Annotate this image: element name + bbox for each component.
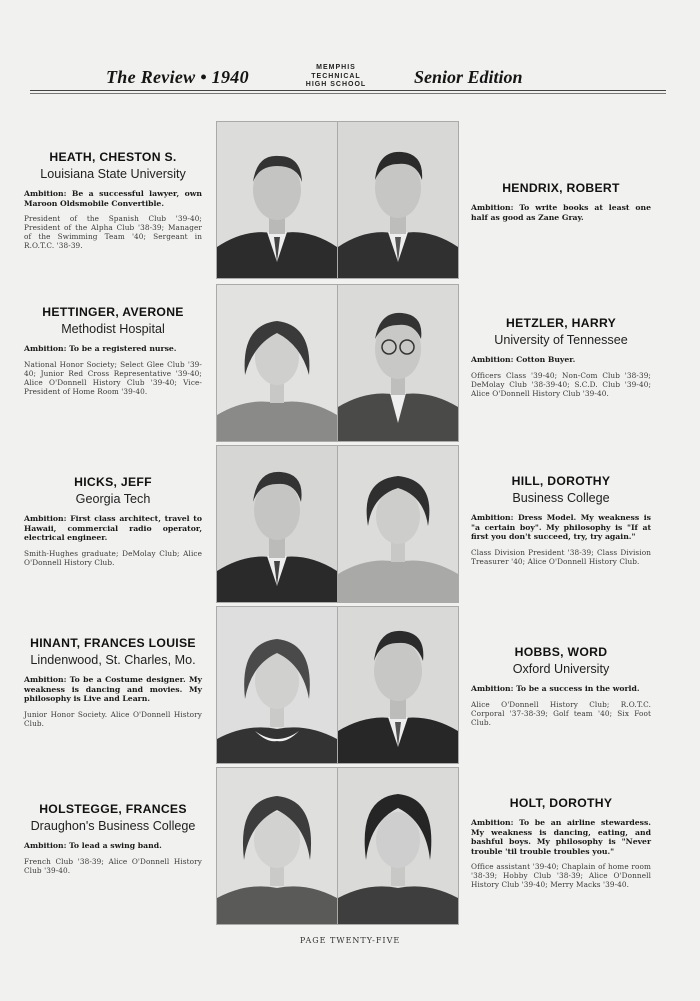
student-school: University of Tennessee <box>494 333 628 347</box>
student-activities: Junior Honor Society. Alice O'Donnell History Club. <box>24 709 202 728</box>
student-ambition: Ambition: To be a Costume designer. My weakness is dancing and movies. My philosophy is Live and Learn. <box>24 675 202 704</box>
portrait-photo-hettinger <box>216 284 338 442</box>
student-activities: Smith-Hughes graduate; DeMolay Club; Alice O'Donnell History Club. <box>24 548 202 567</box>
page-number: PAGE TWENTY-FIVE <box>299 936 401 945</box>
student-school: Georgia Tech <box>75 492 151 506</box>
portrait-photo-heath <box>216 121 338 279</box>
student-entry-heath <box>24 150 202 250</box>
student-name: HOBBS, WORD <box>514 645 608 659</box>
student-ambition: Ambition: To write books at least one half as good as Zane Gray. <box>471 203 651 222</box>
student-activities: President of the Spanish Club '39-40; President of the Alpha Club '38-39; Manager of the Swimming Team '40; Sergeant in R.O.T.C. '38-39. <box>24 214 202 251</box>
student-entry-holt <box>471 796 651 889</box>
student-entry-hetzler <box>471 316 651 398</box>
school-line-3: HIGH SCHOOL <box>305 81 367 88</box>
portrait-photo-hetzler <box>337 284 459 442</box>
student-school: Business College <box>512 491 610 505</box>
student-activities: Class Division President '38-39; Class Division Treasurer '40; Alice O'Donnell History Club. <box>471 547 651 566</box>
student-ambition: Ambition: Be a successful lawyer, own Maroon Oldsmobile Convertible. <box>24 189 202 208</box>
student-school: Methodist Hospital <box>61 322 165 336</box>
student-ambition: Ambition: Dress Model. My weakness is "a certain boy". My philosophy is "If at first you don't succeed, try, try again." <box>471 513 651 542</box>
edition-title: Senior Edition <box>414 67 523 87</box>
student-name: HETTINGER, AVERONE <box>42 305 184 319</box>
student-school: Lindenwood, St. Charles, Mo. <box>30 653 196 667</box>
student-school: Oxford University <box>512 662 610 676</box>
student-activities: French Club '38-39; Alice O'Donnell History Club '39-40. <box>24 856 202 875</box>
student-activities: Office assistant '39-40; Chaplain of home room '38-39; Hobby Club '38-39; Alice O'Donnell History Club '39-40; Merry Macks '39-40. <box>471 862 651 890</box>
portrait-photo-hinant <box>216 606 338 764</box>
student-entry-hettinger <box>24 305 202 396</box>
student-ambition: Ambition: To be a registered nurse. <box>24 344 177 353</box>
student-ambition: Ambition: First class architect, travel to Hawaii, commercial radio operator, electrical engineer. <box>24 514 202 543</box>
student-ambition: Ambition: To lead a swing band. <box>24 841 162 850</box>
student-name: HOLT, DOROTHY <box>509 796 613 810</box>
header-rule <box>30 90 666 91</box>
student-entry-hill <box>471 474 651 566</box>
header-rule-thin <box>30 93 666 94</box>
student-activities: Officers Class '39-40; Non-Com Club '38-39; DeMolay Club '38-39-40; S.C.D. Club '39-40; Alice O'Donnell History Club '39-40. <box>471 370 651 398</box>
student-name: HEATH, CHESTON S. <box>49 150 177 164</box>
student-name: HOLSTEGGE, FRANCES <box>39 802 187 816</box>
student-school: Draughon's Business College <box>30 819 196 833</box>
student-school: Louisiana State University <box>40 167 186 181</box>
portrait-photo-hobbs <box>337 606 459 764</box>
portrait-photo-hendrix <box>337 121 459 279</box>
portrait-photo-holstegge <box>216 767 338 925</box>
school-line-1: MEMPHIS <box>316 64 356 71</box>
student-activities: Alice O'Donnell History Club; R.O.T.C. Corporal '37-38-39; Golf team '40; Six Foot Club. <box>471 699 651 727</box>
portrait-photo-hicks <box>216 445 338 603</box>
student-ambition: Ambition: Cotton Buyer. <box>471 355 576 364</box>
student-name: HILL, DOROTHY <box>511 474 611 488</box>
student-entry-holstegge <box>24 802 202 875</box>
student-name: HENDRIX, ROBERT <box>502 181 620 195</box>
portrait-photo-holt <box>337 767 459 925</box>
student-activities: National Honor Society; Select Glee Club '39-40; Junior Red Cross Representative '39-40; Alice O'Donnell History Club '39-40; Vice-President of Home Room '39-40. <box>24 359 202 396</box>
student-name: HINANT, FRANCES LOUISE <box>30 636 196 650</box>
publication-title: The Review • 1940 <box>106 67 249 87</box>
student-ambition: Ambition: To be a success in the world. <box>471 684 640 693</box>
student-ambition: Ambition: To be an airline stewardess. My weakness is dancing, eating, and bashful boys. My philosophy is "Never trouble 'til trouble troubles you." <box>471 818 651 856</box>
student-entry-hinant <box>24 636 202 728</box>
portrait-photo-hill <box>337 445 459 603</box>
school-name <box>300 64 372 90</box>
student-entry-hicks <box>24 475 202 567</box>
student-entry-hobbs <box>471 645 651 727</box>
student-entry-hendrix <box>471 181 651 222</box>
school-line-2: TECHNICAL <box>311 72 361 80</box>
student-name: HICKS, JEFF <box>74 475 152 489</box>
student-name: HETZLER, HARRY <box>505 316 617 330</box>
